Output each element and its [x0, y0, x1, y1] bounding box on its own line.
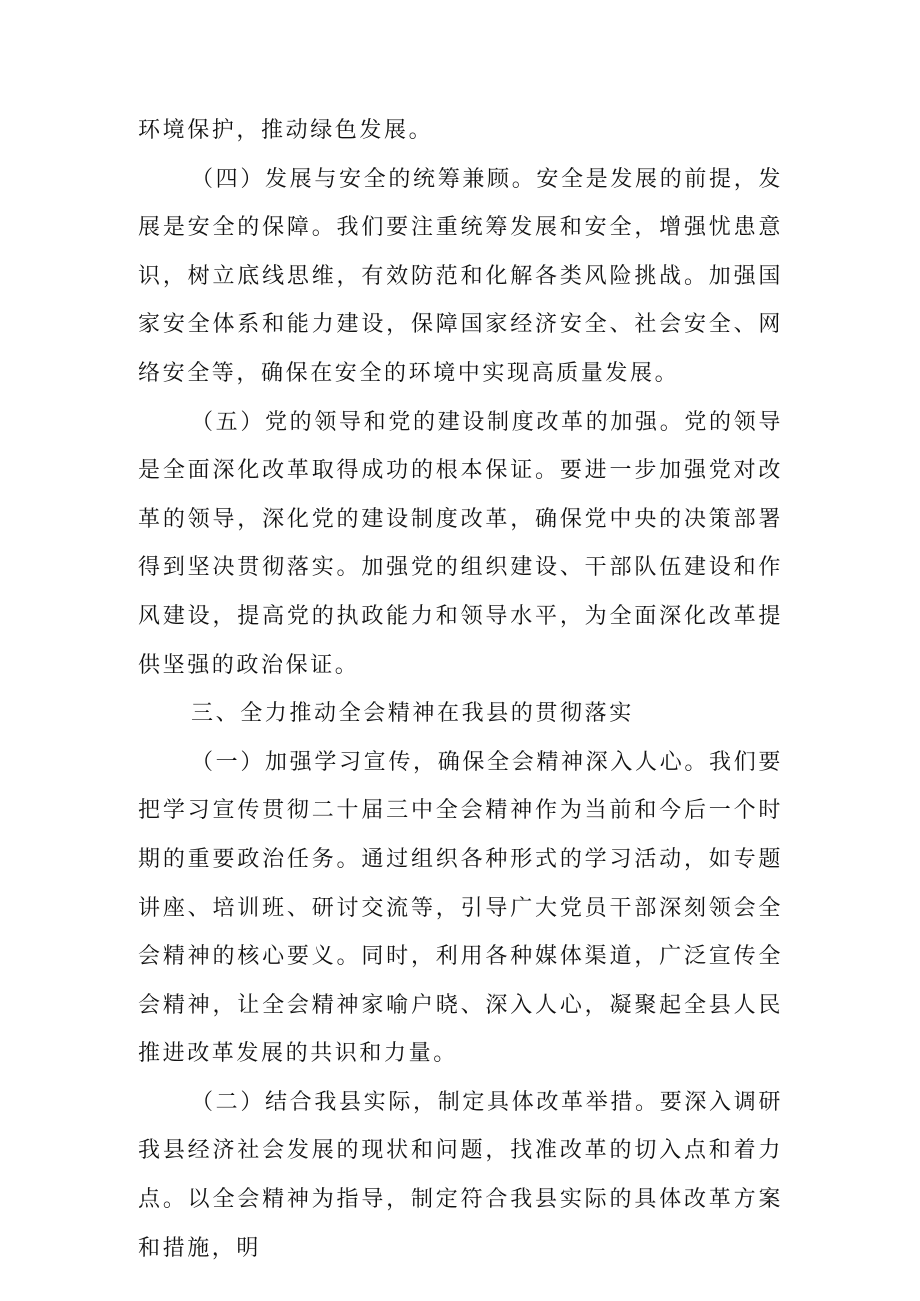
paragraph-section-4: （四）发展与安全的统筹兼顾。安全是发展的前提，发展是安全的保障。我们要注重统筹发展和安全，增强忧患意识，树立底线思维，有效防范和化解各类风险挑战。加强国家安全体系和能力建设，保障国家经济安全、社会安全、网络安全等，确保在安全的环境中实现高质量发展。	[138, 166, 783, 386]
document-body	[138, 107, 783, 1273]
paragraph-subsection-2: （二）结合我县实际，制定具体改革举措。要深入调研我县经济社会发展的现状和问题，找准改革的切入点和着力点。以全会精神为指导，制定符合我县实际的具体改革方案和措施，明	[138, 1089, 783, 1261]
paragraph-continuation: 环境保护，推动绿色发展。	[138, 118, 434, 143]
section-heading-3: 三、全力推动全会精神在我县的贯彻落实	[191, 701, 634, 727]
paragraph-subsection-1: （一）加强学习宣传，确保全会精神深入人心。我们要把学习宣传贯彻二十届三中全会精神作为当前和今后一个时期的重要政治任务。通过组织各种形式的学习活动，如专题讲座、培训班、研讨交流等，引导广大党员干部深刻领会全会精神的核心要义。同时，利用各种媒体渠道，广泛宣传全会精神，让全会精神家喻户晓、深入人心，凝聚起全县人民推进改革发展的共识和力量。	[138, 749, 783, 1067]
paragraph-section-5: （五）党的领导和党的建设制度改革的加强。党的领导是全面深化改革取得成功的根本保证。要进一步加强党对改革的领导，深化党的建设制度改革，确保党中央的决策部署得到坚决贯彻落实。加强党的组织建设、干部队伍建设和作风建设，提高党的执政能力和领导水平，为全面深化改革提供坚强的政治保证。	[138, 409, 783, 678]
